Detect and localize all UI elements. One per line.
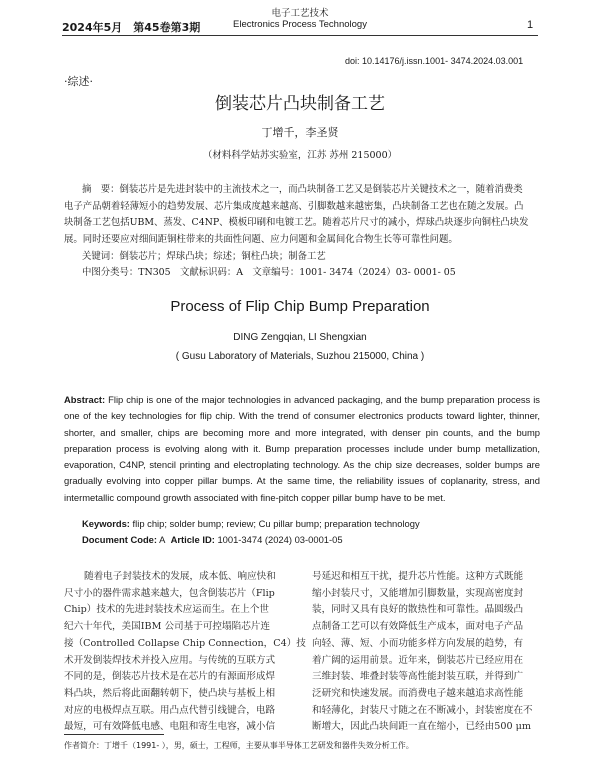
body-line: 向轻、薄、短、小而功能多样方向发展的趋势，有 (312, 637, 524, 649)
doc-code-label: Document Code: (82, 534, 157, 545)
keywords-en-text: flip chip; solder bump; review; Cu pillar bump; preparation technology (129, 518, 420, 529)
body-line: 接（Controlled Collapse Chip Connection，C4）技 (64, 637, 306, 649)
header-rule (62, 35, 538, 36)
footnote-rule (64, 734, 164, 735)
body-line: Chip）技术的先进封装技术应运而生。在上个世 (64, 604, 270, 616)
issue-info: 2024年5月 第45卷第3期 (62, 21, 201, 34)
document-code-en (82, 534, 343, 545)
body-line: 泛研究和快速发展。而消费电子越来越追求高性能 (312, 687, 524, 699)
journal-name-cn: 电子工艺技术 (271, 8, 329, 19)
abstract-en (64, 392, 540, 506)
body-column-left (64, 569, 306, 736)
abstract-en-label: Abstract: (64, 394, 106, 405)
author-footnote: 作者简介：丁增千（1991- ），男，硕士，工程师，主要从事半导体工艺研发和器件失效分析工作。 (64, 741, 414, 750)
body-line: 装，同时又具有良好的散热性和可靠性。晶圆级凸 (312, 604, 524, 616)
body-line: 随着电子封装技术的发展，成本低、响应快和 (84, 571, 276, 582)
body-line: 不同的是，倒装芯片技术是在芯片的有源面形成焊 (64, 671, 276, 683)
body-line: 术开发倒装焊技术并投入应用。与传统的互联方式 (64, 654, 276, 666)
title-en: Process of Flip Chip Bump Preparation (170, 298, 430, 315)
body-line: 纪六十年代，美国IBM 公司基于可控塌陷芯片连 (64, 621, 270, 633)
keywords-cn: 关键词：倒装芯片；焊球凸块；综述；铜柱凸块；制备工艺 (82, 251, 326, 262)
body-line: 号延迟和相互干扰，提升芯片性能。这种方式既能 (312, 571, 524, 582)
article-id-value: 1001-3474 (2024) 03-0001-05 (214, 534, 343, 545)
body-line: 三维封装、堆叠封装等高性能封装互联，并得到广 (312, 671, 524, 683)
body-line: 着广阔的运用前景。近年来，倒装芯片已经应用在 (312, 654, 524, 666)
classification-cn: 中图分类号：TN305 文献标识码：A 文章编号：1001- 3474（2024）03- 0001- 05 (82, 267, 456, 278)
affiliation-en: ( Gusu Laboratory of Materials, Suzhou 215000, China ) (175, 351, 425, 362)
body-line: 最短，可有效降低电感、电阻和寄生电容，减小信 (64, 721, 276, 733)
abstract-cn-line: 块制备工艺包括UBM、蒸发、C4NP、模板印刷和电镀工艺。随着芯片尺寸的减小，焊球凸块逐步向铜柱凸块发 (64, 217, 529, 228)
doi: doi: 10.14176/j.issn.1001- 3474.2024.03.001 (345, 56, 524, 66)
authors-cn: 丁增千，李圣贤 (261, 126, 339, 139)
title-cn: 倒装芯片凸块制备工艺 (215, 94, 385, 114)
body-line: 和轻薄化，封装尺寸随之在不断减小，封装密度在不 (312, 704, 533, 716)
body-line: 断增大，因此凸块间距一直在缩小，已经由500 μm (312, 721, 531, 733)
body-line: 对应的电极焊点互联。用凸点代替引线键合，电路 (64, 704, 276, 716)
abstract-cn-line: 展。同时还要应对细间距铜柱带来的共面性问题、应力问题和金属间化合物生长等可靠性问题。 (64, 233, 458, 245)
authors-en: DING Zengqian, LI Shengxian (233, 332, 367, 343)
affiliation-cn: （材料科学姑苏实验室，江苏 苏州 215000） (202, 150, 398, 161)
abstract-cn-line: 电子产品朝着轻薄短小的趋势发展、芯片集成度越来越高、引脚数越来越密集，凸块制备工艺也在随之发展。凸 (64, 200, 524, 212)
body-line: 尺寸小的器件需求越来越大，包含倒装芯片（Flip (64, 587, 275, 599)
keywords-en (82, 518, 420, 529)
body-line: 缩小封装尺寸，又能增加引脚数量，实现高密度封 (312, 587, 524, 599)
page-number: 1 (527, 19, 534, 31)
abstract-cn (64, 182, 540, 248)
abstract-cn-line: 摘 要：倒装芯片是先进封装中的主流技术之一，而凸块制备工艺又是倒装芯片关键技术之一，随着消费类 (82, 184, 523, 195)
article-id-label: Article ID: (170, 534, 215, 545)
journal-name-en: Electronics Process Technology (233, 19, 367, 30)
keywords-en-label: Keywords: (82, 518, 130, 529)
body-column-right (312, 569, 540, 736)
column-label: ·综述· (64, 75, 93, 88)
body-line: 点制备工艺可以有效降低生产成本，面对电子产品 (312, 621, 524, 633)
abstract-en-text: Flip chip is one of the major technologies in advanced packaging, and the bump preparation process is one of the key technologies for flip chip. With the trend of consumer electronics products toward lighter, thinner, shorter, and smaller, chips are becoming more and more integrated, with denser pin counts, and the bump preparation process is evolving along with it. Bump preparation processes include under bump metallization, evaporation, C4NP, stencil printing and electroplating technology. As the chip size decreases, solder bumps are gradually evolving into copper pillar bumps. At the same time, the reliability issues of coplanarity, stress, and intermetallic compound growth associated with fine-pitch copper pillar bump have to be met. (64, 394, 540, 503)
journal-name (0, 8, 600, 30)
body-line: 料凸块，然后将此面翻转朝下，使凸块与基板上相 (64, 687, 276, 699)
doc-code-value: A (157, 534, 166, 545)
